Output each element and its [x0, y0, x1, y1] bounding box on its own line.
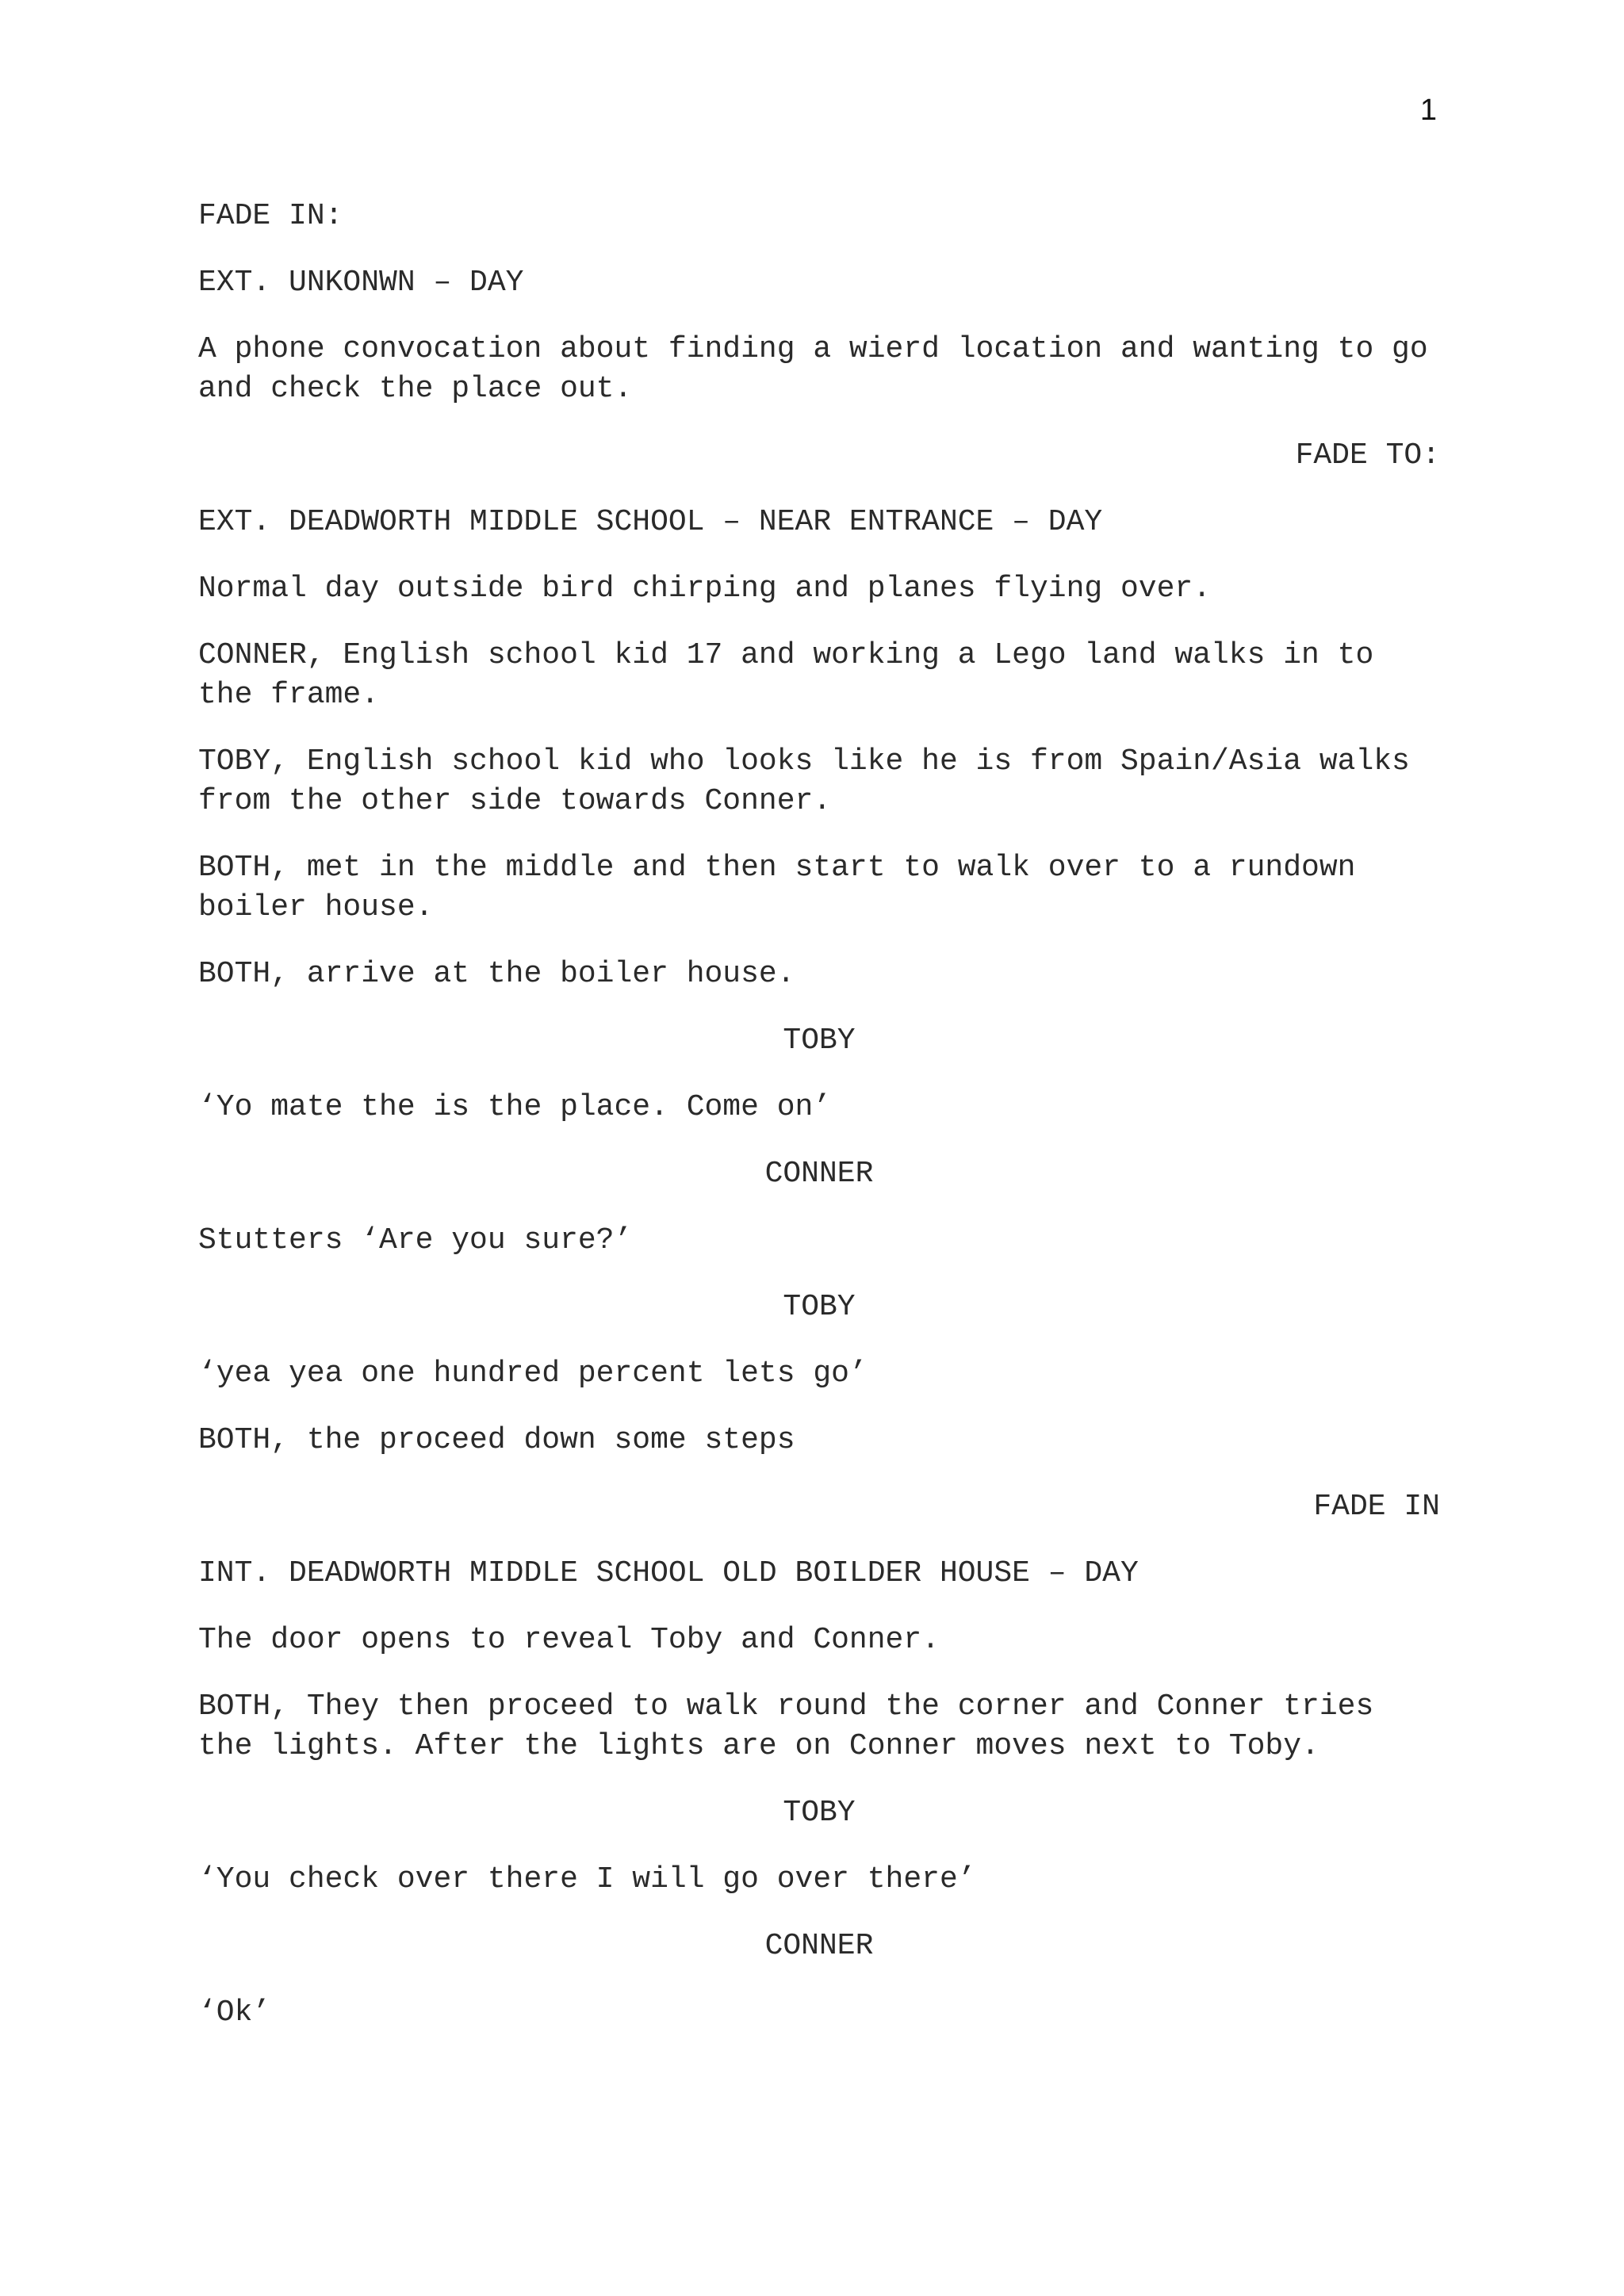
- character-name: TOBY: [783, 1290, 856, 1324]
- transition-fade-in: FADE IN:: [198, 199, 343, 233]
- action-line: from the other side towards Conner.: [198, 784, 832, 818]
- scene-heading: EXT. UNKONWN – DAY: [198, 266, 524, 300]
- action-line: the lights. After the lights are on Conner moves next to Toby.: [198, 1729, 1320, 1763]
- character-name: TOBY: [783, 1024, 856, 1058]
- action-line: boiler house.: [198, 890, 434, 924]
- action-line: TOBY, English school kid who looks like he is from Spain/Asia walks: [198, 744, 1410, 779]
- page-number: 1: [1419, 94, 1437, 127]
- transition-fade-to: FADE TO:: [1295, 438, 1440, 473]
- dialogue-line: ‘You check over there I will go over there’: [198, 1862, 976, 1896]
- dialogue-line: ‘Ok’: [198, 1996, 271, 2030]
- action-line: the frame.: [198, 678, 380, 712]
- character-name: TOBY: [783, 1796, 856, 1830]
- scene-heading: INT. DEADWORTH MIDDLE SCHOOL OLD BOILDER HOUSE – DAY: [198, 1556, 1139, 1590]
- action-line: BOTH, They then proceed to walk round the corner and Conner tries: [198, 1689, 1374, 1724]
- action-line: CONNER, English school kid 17 and working a Lego land walks in to: [198, 638, 1374, 672]
- transition-fade-in: FADE IN: [1313, 1490, 1440, 1524]
- character-name: CONNER: [764, 1929, 874, 1963]
- action-line: BOTH, arrive at the boiler house.: [198, 957, 795, 991]
- action-line: BOTH, the proceed down some steps: [198, 1423, 795, 1457]
- action-line: Normal day outside bird chirping and planes flying over.: [198, 572, 1212, 606]
- scene-heading: EXT. DEADWORTH MIDDLE SCHOOL – NEAR ENTRANCE – DAY: [198, 505, 1103, 539]
- action-line: The door opens to reveal Toby and Conner.: [198, 1623, 940, 1657]
- action-line: BOTH, met in the middle and then start to walk over to a rundown: [198, 851, 1356, 885]
- character-name: CONNER: [764, 1157, 874, 1191]
- dialogue-line: Stutters ‘Are you sure?’: [198, 1223, 633, 1257]
- action-line: and check the place out.: [198, 372, 633, 406]
- dialogue-line: ‘Yo mate the is the place. Come on’: [198, 1090, 832, 1124]
- dialogue-line: ‘yea yea one hundred percent lets go’: [198, 1357, 868, 1391]
- action-line: A phone convocation about finding a wierd location and wanting to go: [198, 332, 1428, 366]
